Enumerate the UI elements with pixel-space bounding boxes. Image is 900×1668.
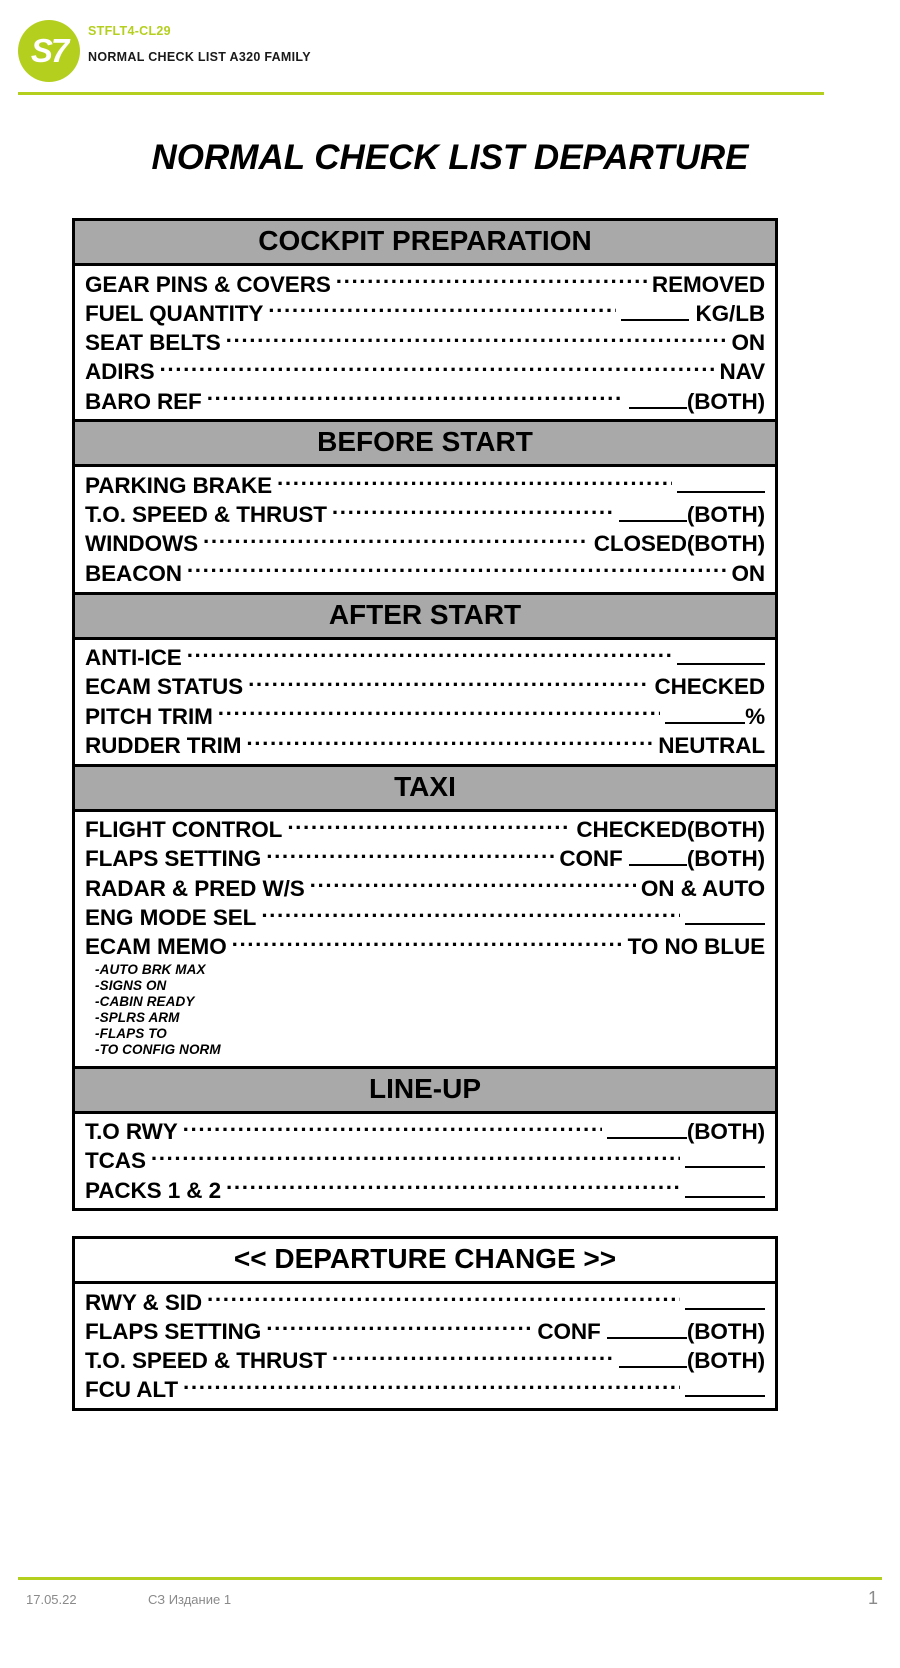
checklist-item-label: RUDDER TRIM xyxy=(85,732,242,758)
leader-dots xyxy=(187,643,672,666)
fill-in-blank[interactable] xyxy=(619,1366,687,1368)
checklist-item-label: PITCH TRIM xyxy=(85,703,213,729)
checklist-item-row xyxy=(85,701,765,730)
checklist-item-label: PARKING BRAKE xyxy=(85,472,273,498)
section-items xyxy=(75,266,775,419)
header-text-block xyxy=(88,24,311,64)
leader-dots xyxy=(246,730,653,753)
fill-in-blank[interactable] xyxy=(685,923,765,925)
checklist-item-row xyxy=(85,1316,765,1345)
section-items xyxy=(75,1114,775,1209)
leader-dots xyxy=(203,529,589,552)
checklist-item-row xyxy=(85,643,765,672)
checklist-item-label: FCU ALT xyxy=(85,1377,179,1403)
checklist-item-value xyxy=(647,271,765,299)
checklist-item-row xyxy=(85,269,765,298)
ecam-memo-sub-item: -FLAPS TO xyxy=(95,1025,167,1041)
value-text: ON xyxy=(731,330,765,356)
leader-dots xyxy=(268,298,616,321)
fill-in-blank[interactable] xyxy=(629,407,687,409)
checklist-item-row xyxy=(85,1146,765,1175)
fill-in-blank[interactable] xyxy=(685,1166,765,1168)
fill-in-blank[interactable] xyxy=(607,1337,687,1339)
section-header: AFTER START xyxy=(75,592,775,640)
fill-in-blank[interactable] xyxy=(685,1196,765,1198)
checklist-item-value xyxy=(680,1147,765,1175)
logo-circle-icon xyxy=(18,20,80,82)
checklist-item-label: BEACON xyxy=(85,560,182,586)
value-text: (BOTH) xyxy=(686,846,765,872)
section-items xyxy=(75,812,775,1066)
checklist-item-label: FLIGHT CONTROL xyxy=(85,817,283,843)
checklist-item-row xyxy=(85,1117,765,1146)
value-text: (BOTH) xyxy=(686,1348,765,1374)
leader-dots xyxy=(336,269,647,292)
checklist-item-label: T.O. SPEED & THRUST xyxy=(85,502,327,528)
leader-dots xyxy=(261,903,680,926)
section-header: TAXI xyxy=(75,764,775,812)
leader-dots xyxy=(310,873,636,896)
leader-dots xyxy=(226,1175,680,1198)
checklist-item-value xyxy=(680,904,765,932)
checklist-item-value xyxy=(614,1347,765,1375)
leader-dots xyxy=(232,932,623,955)
value-text: TO NO BLUE xyxy=(627,934,765,960)
value-text: CLOSED(BOTH) xyxy=(593,531,765,557)
footer-page-number: 1 xyxy=(867,1588,878,1608)
ecam-memo-sub-item: -SIGNS ON xyxy=(95,977,167,993)
fill-in-blank[interactable] xyxy=(685,1308,765,1310)
checklist-item-value xyxy=(624,388,765,416)
page-footer xyxy=(0,1588,900,1622)
header-divider xyxy=(18,92,824,95)
value-text: (BOTH) xyxy=(686,1318,765,1344)
leader-dots xyxy=(218,701,660,724)
checklist-item-row xyxy=(85,386,765,415)
document-name: NORMAL CHECK LIST A320 FAMILY xyxy=(88,50,311,64)
checklist-item-row xyxy=(85,815,765,844)
checklist-item-label: PACKS 1 & 2 xyxy=(85,1177,222,1203)
checklist-item-row xyxy=(85,1175,765,1204)
checklist-item-value xyxy=(649,673,765,701)
checklist-item-value xyxy=(532,1318,765,1346)
checklist-item-label: RADAR & PRED W/S xyxy=(85,875,305,901)
leader-dots xyxy=(248,672,649,695)
leader-dots xyxy=(207,386,624,409)
checklist-item-row xyxy=(85,1287,765,1316)
footer-edition: СЗ Издание 1 xyxy=(148,1592,232,1607)
fill-in-blank[interactable] xyxy=(677,663,765,665)
checklist-item-value xyxy=(726,560,765,588)
value-text: ON & AUTO xyxy=(640,875,765,901)
checklist-item-label: GEAR PINS & COVERS xyxy=(85,271,331,297)
checklist-item-label: BARO REF xyxy=(85,388,202,414)
s7-logo xyxy=(18,20,80,82)
checklist-item-label: ADIRS xyxy=(85,359,155,385)
section-header: LINE-UP xyxy=(75,1066,775,1114)
value-text: NEUTRAL xyxy=(658,732,765,758)
value-prefix: CONF xyxy=(559,846,629,872)
checklist-item-value xyxy=(602,1118,765,1146)
checklist-item-row xyxy=(85,558,765,587)
page-title: NORMAL CHECK LIST DEPARTURE xyxy=(151,138,749,177)
checklist-item-value xyxy=(680,1289,765,1317)
page-header xyxy=(0,0,900,95)
checklist-item-row xyxy=(85,873,765,902)
checklist-item-label: WINDOWS xyxy=(85,531,199,557)
checklist-item-value xyxy=(726,329,765,357)
fill-in-blank[interactable] xyxy=(619,520,687,522)
checklist-item-row xyxy=(85,672,765,701)
checklist-item-value xyxy=(571,816,765,844)
checklist-item-label: ANTI-ICE xyxy=(85,645,182,671)
checklist-item-value xyxy=(623,933,765,961)
logo-label: S7 xyxy=(30,31,68,69)
checklist-item-value xyxy=(680,1177,765,1205)
leader-dots xyxy=(266,844,554,867)
checklist-item-row xyxy=(85,500,765,529)
checklist-item-value xyxy=(554,845,765,873)
value-text: NAV xyxy=(719,359,765,385)
section-items xyxy=(75,640,775,764)
checklist-item-row xyxy=(85,1346,765,1375)
checklist-item-value xyxy=(653,732,765,760)
checklist-item-row xyxy=(85,298,765,327)
checklist-item-label: SEAT BELTS xyxy=(85,330,221,356)
checklist-item-value xyxy=(616,300,765,328)
checklist-item-row xyxy=(85,1375,765,1404)
fill-in-blank[interactable] xyxy=(665,722,745,724)
checklist-main-box xyxy=(72,218,778,1211)
ecam-memo-sub-item: -CABIN READY xyxy=(95,993,195,1009)
checklist-item-label: T.O. SPEED & THRUST xyxy=(85,1348,327,1374)
checklist-item-value xyxy=(714,358,765,386)
checklist-item-label: FLAPS SETTING xyxy=(85,1318,262,1344)
checklist-item-label: FUEL QUANTITY xyxy=(85,300,264,326)
value-text: ON xyxy=(731,560,765,586)
value-prefix: CONF xyxy=(537,1318,607,1344)
checklist-item-label: FLAPS SETTING xyxy=(85,846,262,872)
fill-in-blank[interactable] xyxy=(607,1137,687,1139)
ecam-memo-sub-items xyxy=(85,961,765,1062)
checklist-item-label: RWY & SID xyxy=(85,1289,203,1315)
section-header: BEFORE START xyxy=(75,419,775,467)
checklist-item-label: T.O RWY xyxy=(85,1119,178,1145)
checklist-item-row xyxy=(85,529,765,558)
fill-in-blank[interactable] xyxy=(677,491,765,493)
ecam-memo-sub-item: -AUTO BRK MAX xyxy=(95,962,206,978)
value-text: REMOVED xyxy=(651,271,765,297)
checklist-item-row xyxy=(85,328,765,357)
value-text: % xyxy=(745,703,765,729)
checklist-item-value xyxy=(614,501,765,529)
leader-dots xyxy=(332,1346,614,1369)
ecam-memo-sub-item: -TO CONFIG NORM xyxy=(95,1041,221,1057)
footer-date: 17.05.22 xyxy=(26,1592,77,1607)
fill-in-blank[interactable] xyxy=(629,864,687,866)
checklist-item-label: ECAM MEMO xyxy=(85,934,227,960)
fill-in-blank[interactable] xyxy=(685,1395,765,1397)
checklist-item-row xyxy=(85,470,765,499)
checklist-item-value xyxy=(636,875,765,903)
departure-change-box xyxy=(72,1236,778,1411)
leader-dots xyxy=(332,500,614,523)
section-header: COCKPIT PREPARATION xyxy=(75,221,775,266)
leader-dots xyxy=(207,1287,680,1310)
checklist-item-label: ECAM STATUS xyxy=(85,674,244,700)
leader-dots xyxy=(226,328,727,351)
checklist-item-value xyxy=(680,1376,765,1404)
checklist-item-row xyxy=(85,844,765,873)
value-text: CHECKED(BOTH) xyxy=(576,817,765,843)
checklist-item-row xyxy=(85,903,765,932)
section-items xyxy=(75,467,775,591)
leader-dots xyxy=(160,357,715,380)
checklist-item-row xyxy=(85,730,765,759)
checklist-item-value xyxy=(672,644,765,672)
value-text: (BOTH) xyxy=(686,502,765,528)
section-items xyxy=(75,1284,775,1408)
checklist-item-label: ENG MODE SEL xyxy=(85,905,257,930)
leader-dots xyxy=(287,815,571,838)
leader-dots xyxy=(187,558,727,581)
section-header: << DEPARTURE CHANGE >> xyxy=(75,1239,775,1284)
checklist-item-row xyxy=(85,932,765,961)
fill-in-blank[interactable] xyxy=(621,319,689,321)
value-text: KG/LB xyxy=(689,300,765,326)
leader-dots xyxy=(183,1375,680,1398)
value-text: CHECKED xyxy=(654,674,765,700)
leader-dots xyxy=(277,470,672,493)
leader-dots xyxy=(266,1316,532,1339)
checklist-item-value xyxy=(672,472,765,500)
checklist-item-label: TCAS xyxy=(85,1148,146,1174)
leader-dots xyxy=(183,1117,602,1140)
value-text: (BOTH) xyxy=(686,388,765,414)
footer-divider xyxy=(18,1577,882,1580)
checklist-item-value xyxy=(660,703,765,731)
ecam-memo-sub-item: -SPLRS ARM xyxy=(95,1009,180,1025)
leader-dots xyxy=(151,1146,680,1169)
checklist-item-value xyxy=(589,530,765,558)
document-code: STFLT4-CL29 xyxy=(88,24,171,38)
value-text: (BOTH) xyxy=(686,1119,765,1145)
checklist-item-row xyxy=(85,357,765,386)
